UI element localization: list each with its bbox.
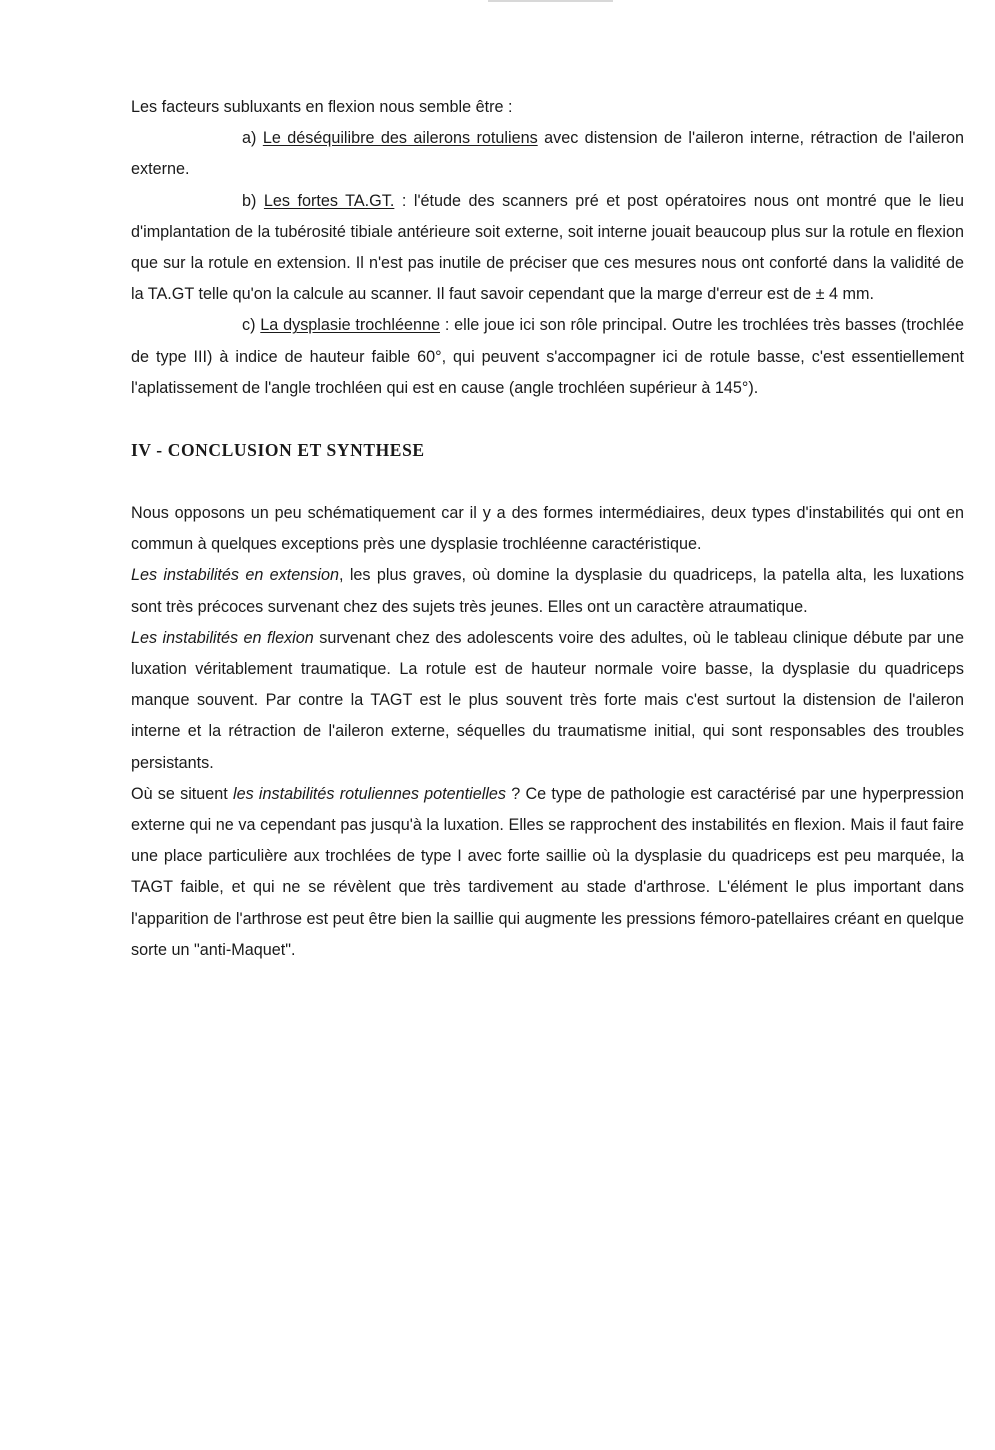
- potential-instability-text: ? Ce type de pathologie est caractérisé par une hyperpression externe qui ne va cependant pas jusqu'à la luxation. Elles se rapprochent des instabilités en flexion. Mais il faut faire une place particulière aux trochlées de type I avec forte saillie où la dysplasie du quadriceps est peu marquée, la TAGT faible, et qui ne se révèlent que très tardivement au stade d'arthrose. L'élément le plus important dans l'apparition de l'arthrose est peut être bien la saillie qui augmente les pressions fémoro-patellaires créant en quelque sorte un "anti-Maquet".: [131, 784, 965, 959]
- factor-c-prefix: c): [242, 316, 256, 335]
- potential-instability-lead: Où se situent: [131, 784, 228, 803]
- extension-instability-text: , les plus graves, où domine la dysplasie du quadriceps, la patella alta, les luxations sont très précoces survenant chez des sujets très jeunes. Elles ont un caractère atraumatique.: [131, 566, 964, 616]
- potential-instability-term: les instabilités rotuliennes potentielles: [233, 784, 507, 803]
- flexion-instability-text: survenant chez des adolescents voire des adultes, où le tableau clinique débute par une luxation véritablement traumatique. La rotule est de hauteur normale voire basse, la dysplasie du quadriceps manque souvent. Par contre la TAGT est le plus souvent très forte mais c'est surtout la distension de l'aileron interne et la rétraction de l'aileron externe, séquelles du traumatisme initial, qui sont responsables des troubles persistants.: [131, 628, 965, 772]
- factor-a-prefix: a): [242, 129, 257, 148]
- document-page: [131, 92, 964, 966]
- extension-instability-term: Les instabilités en extension: [131, 566, 339, 585]
- conclusion-paragraph-2: [131, 560, 964, 622]
- factor-b-text: : l'étude des scanners pré et post opératoires nous ont montré que le lieu d'implantation de la tubérosité tibiale antérieure soit externe, soit interne jouait beaucoup plus sur la rotule en flexion que sur la rotule en extension. Il n'est pas inutile de préciser que ces mesures nous ont conforté dans la validité de la TA.GT telle qu'on la calcule au scanner. Il faut savoir cependant que la marge d'erreur est de ± 4 mm.: [131, 191, 965, 304]
- scan-artifact-mark: [488, 0, 613, 2]
- conclusion-paragraph-1: Nous opposons un peu schématiquement car il y a des formes intermédiaires, deux types d'instabilités qui ont en commun à quelques exceptions près une dysplasie trochléenne caractéristique.: [131, 504, 964, 554]
- factor-b-paragraph: [131, 186, 964, 311]
- factor-c-title: La dysplasie trochléenne: [260, 316, 440, 335]
- flexion-instability-term: Les instabilités en flexion: [131, 628, 314, 647]
- section-heading: IV - CONCLUSION ET SYNTHESE: [131, 440, 425, 461]
- factor-b-prefix: b): [242, 191, 257, 210]
- factor-a-paragraph: [131, 123, 964, 185]
- subluxing-intro: Les facteurs subluxants en flexion nous semble être :: [131, 98, 513, 116]
- conclusion-paragraph-3: [131, 623, 964, 779]
- factor-a-title: Le déséquilibre des ailerons rotuliens: [262, 129, 538, 148]
- factor-c-paragraph: [131, 310, 964, 404]
- factor-a-text: avec distension de l'aileron interne, rétraction de l'aileron externe.: [131, 129, 965, 179]
- factor-c-text: : elle joue ici son rôle principal. Outre les trochlées très basses (trochlée de type III) à indice de hauteur faible 60°, qui peuvent s'accompagner ici de rotule basse, c'est essentiellement l'aplatissement de l'angle trochléen qui est en cause (angle trochléen supérieur à 145°).: [131, 316, 965, 397]
- conclusion-paragraph-4: [131, 779, 964, 966]
- factor-b-title: Les fortes TA.GT.: [263, 191, 395, 210]
